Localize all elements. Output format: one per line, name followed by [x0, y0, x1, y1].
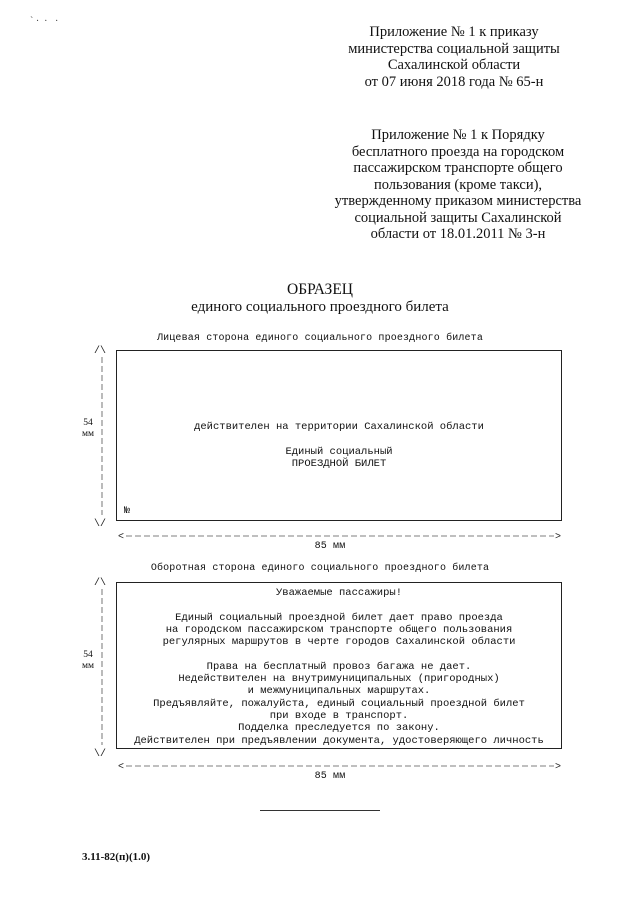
- front-height-unit: мм: [81, 429, 95, 439]
- appendix-order-line: министерства социальной защиты: [348, 40, 560, 57]
- front-territory-text: действителен на территории Сахалинской области: [194, 421, 484, 433]
- svg-text:\/: \/: [94, 749, 107, 760]
- front-number-sign: №: [124, 506, 131, 517]
- front-width-ruler: [118, 531, 564, 541]
- svg-text:>: >: [555, 762, 562, 771]
- back-notice-line: при входе в транспорт.: [269, 709, 409, 722]
- front-side-caption: Лицевая сторона единого социального проездного билета: [156, 333, 483, 344]
- svg-text:/\: /\: [94, 578, 107, 589]
- back-notice-line: регулярных маршрутов в черте городов Сахалинской области: [162, 636, 516, 649]
- appendix-procedure-line: области от 18.01.2011 № 3-н: [370, 226, 546, 242]
- appendix-procedure-line: социальной защиты Сахалинской: [354, 209, 562, 226]
- appendix-order-line: Приложение № 1 к приказу: [369, 24, 539, 40]
- appendix-order-line: от 07 июня 2018 года № 65-н: [364, 73, 544, 90]
- svg-text:\/: \/: [94, 519, 107, 529]
- front-height-value: 54: [83, 418, 93, 428]
- appendix-order-block: [330, 24, 578, 90]
- appendix-procedure-line: бесплатного проезда на городском: [351, 143, 565, 160]
- back-height-value: 54: [83, 650, 93, 660]
- svg-text:/\: /\: [94, 346, 107, 357]
- back-notice-line: [117, 599, 561, 611]
- back-notice-line: Подделка преследуется по закону.: [238, 722, 440, 735]
- svg-text:<: <: [118, 532, 125, 541]
- separator-line: [260, 810, 380, 811]
- front-ticket-name-line1: Единый социальный: [285, 446, 393, 458]
- back-width-label: 85 мм: [314, 771, 346, 782]
- back-notice-line: [117, 648, 561, 660]
- appendix-procedure-line: утвержденному приказом министерства: [334, 193, 582, 209]
- back-height-label: [73, 650, 103, 672]
- back-side-caption: Оборотная сторона единого социального проездного билета: [150, 563, 490, 574]
- back-notice-text: [117, 587, 561, 747]
- appendix-procedure-line: Приложение № 1 к Порядку: [371, 127, 545, 143]
- appendix-procedure-block: [310, 127, 606, 243]
- back-ticket-card: [116, 582, 562, 749]
- appendix-order-line: Сахалинской области: [387, 57, 521, 73]
- svg-text:>: >: [555, 532, 562, 541]
- back-notice-line: Уважаемые пассажиры!: [275, 587, 403, 599]
- document-subtitle: единого социального проездного билета: [191, 299, 449, 315]
- back-notice-line: и межмуниципальных маршрутах.: [247, 685, 431, 698]
- back-height-unit: мм: [81, 661, 95, 671]
- back-notice-line: Недействителен на внутримуниципальных (пригородных): [178, 673, 500, 686]
- back-notice-line: Единый социальный проездной билет дает право проезда: [175, 611, 503, 624]
- svg-text:<: <: [118, 762, 125, 771]
- appendix-procedure-line: пользования (кроме такси),: [373, 176, 543, 193]
- back-width-ruler: [118, 761, 564, 771]
- front-height-label: [73, 418, 103, 440]
- back-notice-line: Права на бесплатный провоз багажа не дает.: [206, 660, 472, 673]
- front-ticket-card: [116, 350, 562, 521]
- back-notice-line: на городском пассажирском транспорте общего пользования: [165, 623, 513, 636]
- back-notice-line: Действителен при предъявлении документа, удостоверяющего личность: [134, 734, 544, 747]
- appendix-procedure-line: пассажирском транспорте общего: [353, 160, 563, 176]
- front-width-label: 85 мм: [314, 541, 346, 552]
- back-notice-line: Предъявляйте, пожалуйста, единый социальный проездной билет: [153, 697, 525, 710]
- front-ticket-name-line2: ПРОЕЗДНОЙ БИЛЕТ: [291, 458, 387, 470]
- document-title: ОБРАЗЕЦ: [287, 281, 353, 298]
- scan-specks: ` · · ·: [30, 16, 59, 27]
- document-id: 3.11-82(п)(1.0): [82, 851, 151, 863]
